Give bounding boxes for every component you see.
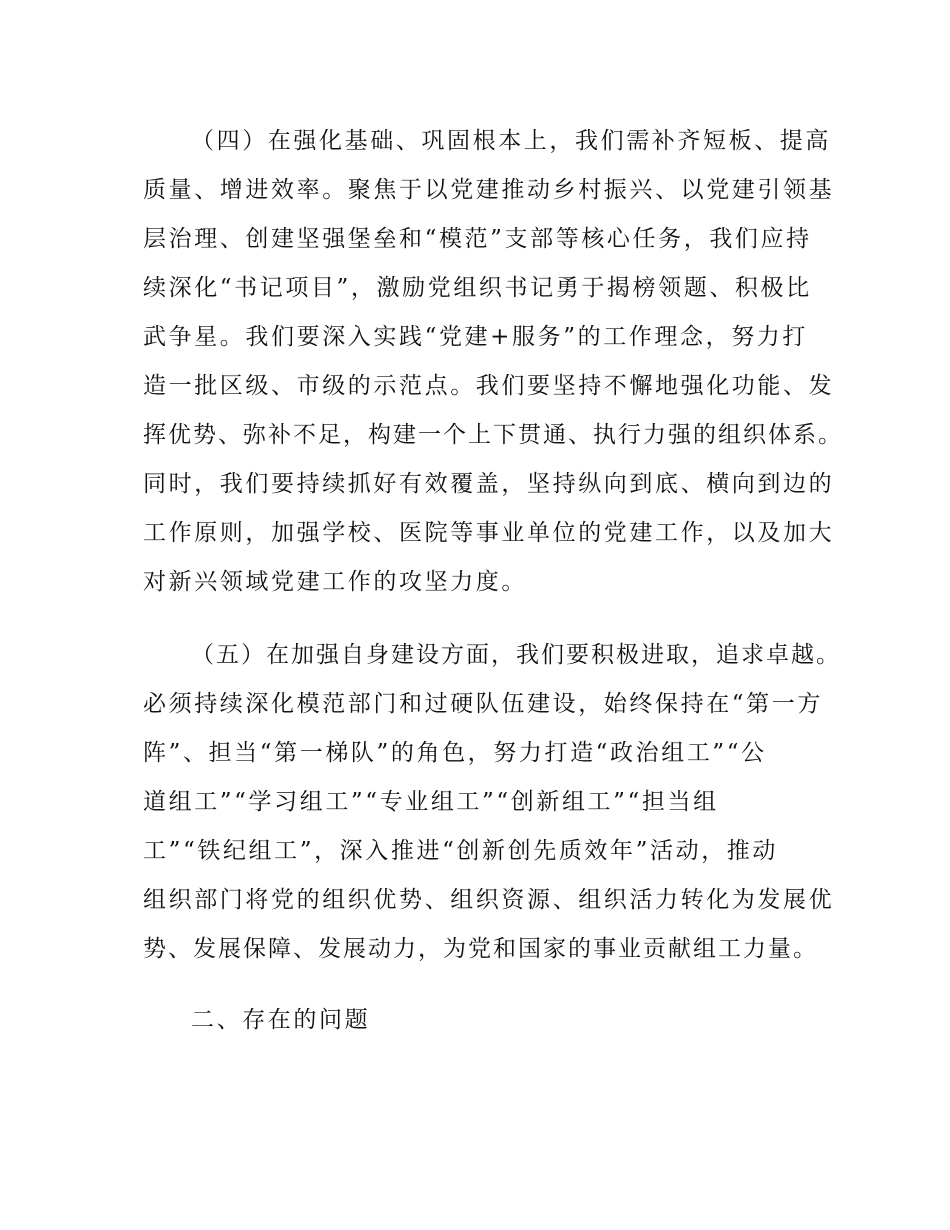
paragraph-line: 质量、增进效率。聚焦于以党建推动乡村振兴、以党建引领基: [143, 177, 835, 203]
paragraph-line: 武争星。我们要深入实践“党建+服务”的工作理念，努力打: [143, 324, 808, 350]
paragraph-line: 阵”、担当“第一梯队”的角色，努力打造“政治组工”“公: [143, 740, 767, 766]
paragraph-line: 工作原则，加强学校、医院等事业单位的党建工作，以及加大: [143, 520, 835, 546]
paragraph-line: 挥优势、弥补不足，构建一个上下贯通、执行力强的组织体系。: [143, 422, 843, 448]
paragraph-line: （五）在加强自身建设方面，我们要积极进取，追求卓越。: [191, 642, 841, 668]
paragraph-line: 对新兴领域党建工作的攻坚力度。: [143, 569, 527, 595]
paragraph-line: 造一批区级、市级的示范点。我们要坚持不懈地强化功能、发: [143, 373, 835, 399]
paragraph-line: 必须持续深化模范部门和过硬队伍建设，始终保持在“第一方: [143, 691, 823, 717]
paragraph-line: 组织部门将党的组织优势、组织资源、组织活力转化为发展优: [143, 887, 835, 913]
paragraph-line: 势、发展保障、发展动力，为党和国家的事业贡献组工力量。: [143, 936, 818, 962]
paragraph-line: 层治理、创建坚强堡垒和“模范”支部等核心任务，我们应持: [143, 226, 812, 252]
paragraph-line: 同时，我们要持续抓好有效覆盖，坚持纵向到底、横向到边的: [143, 471, 835, 497]
paragraph-line: 工”“铁纪组工”，深入推进“创新创先质效年”活动，推动: [143, 838, 778, 864]
paragraph-line: （四）在强化基础、巩固根本上，我们需补齐短板、提高: [191, 128, 831, 154]
paragraph-line: 续深化“书记项目”，激励党组织书记勇于揭榜领题、积极比: [143, 275, 812, 301]
paragraph-line: 道组工”“学习组工”“专业组工”“创新组工”“担当组: [143, 789, 719, 815]
section-heading: 二、存在的问题: [191, 1007, 371, 1033]
